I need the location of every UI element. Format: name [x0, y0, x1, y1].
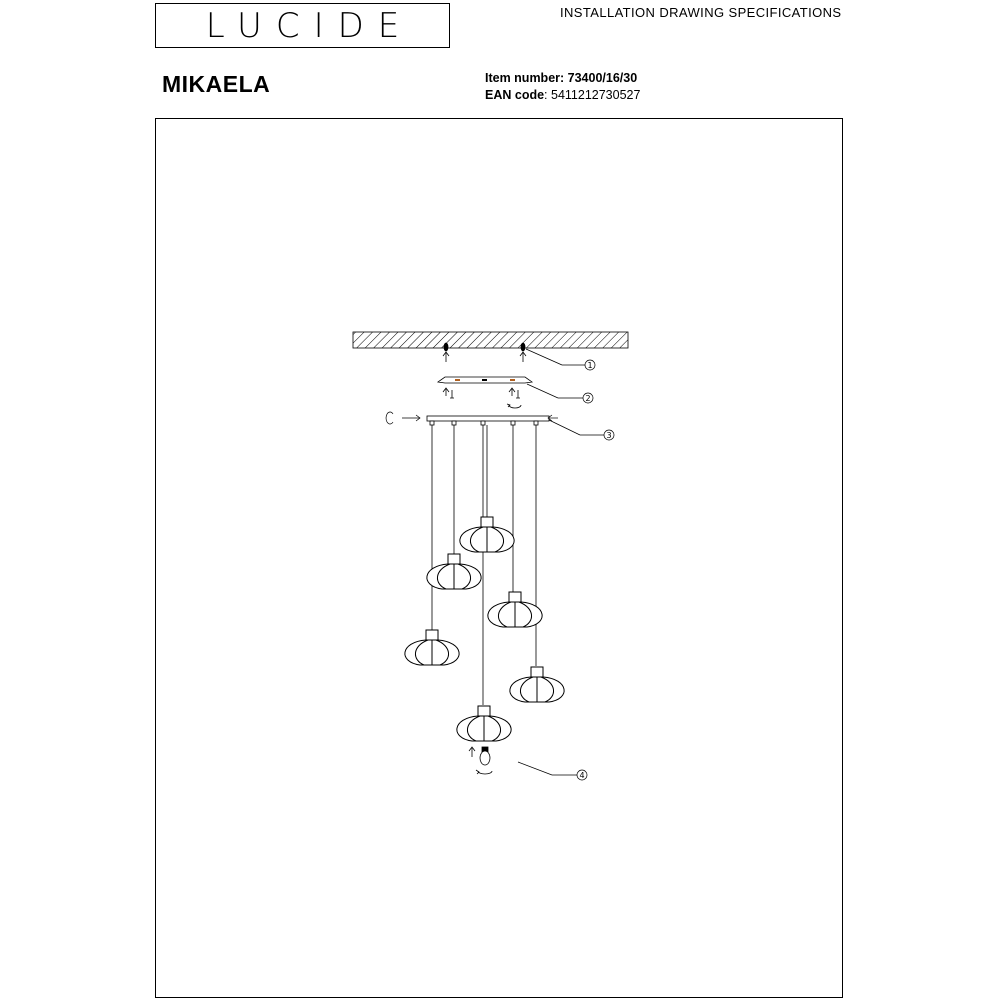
- product-name: MIKAELA: [162, 71, 271, 97]
- shade: [460, 517, 514, 552]
- item-number-label: Item number: [485, 71, 561, 85]
- callout-3-label: 3: [606, 431, 612, 440]
- callout-4-label: 4: [579, 771, 585, 780]
- callout-1-label: 1: [587, 361, 593, 370]
- shade: [510, 667, 564, 702]
- canopy: [427, 416, 549, 425]
- shade: [488, 592, 542, 627]
- ean-code-label: EAN code: [485, 88, 545, 102]
- callout-4: [518, 762, 587, 780]
- brand-logo-text: LUCIDE: [205, 5, 414, 46]
- mounting-bracket: [438, 377, 532, 408]
- pendant-shades: [405, 517, 564, 741]
- shade: [427, 554, 481, 589]
- shade: [405, 630, 459, 665]
- callout-3: [549, 420, 614, 440]
- callout-2-label: 2: [585, 394, 591, 403]
- shade: [457, 706, 511, 741]
- spec-title: INSTALLATION DRAWING SPECIFICATIONS: [560, 5, 842, 20]
- light-bulb: [469, 747, 492, 774]
- item-number-value: : 73400/16/30: [560, 71, 638, 85]
- ceiling: [353, 332, 628, 348]
- ean-code-value: : 5411212730527: [544, 88, 641, 102]
- callout-1: [526, 349, 595, 370]
- callout-2: [527, 384, 593, 403]
